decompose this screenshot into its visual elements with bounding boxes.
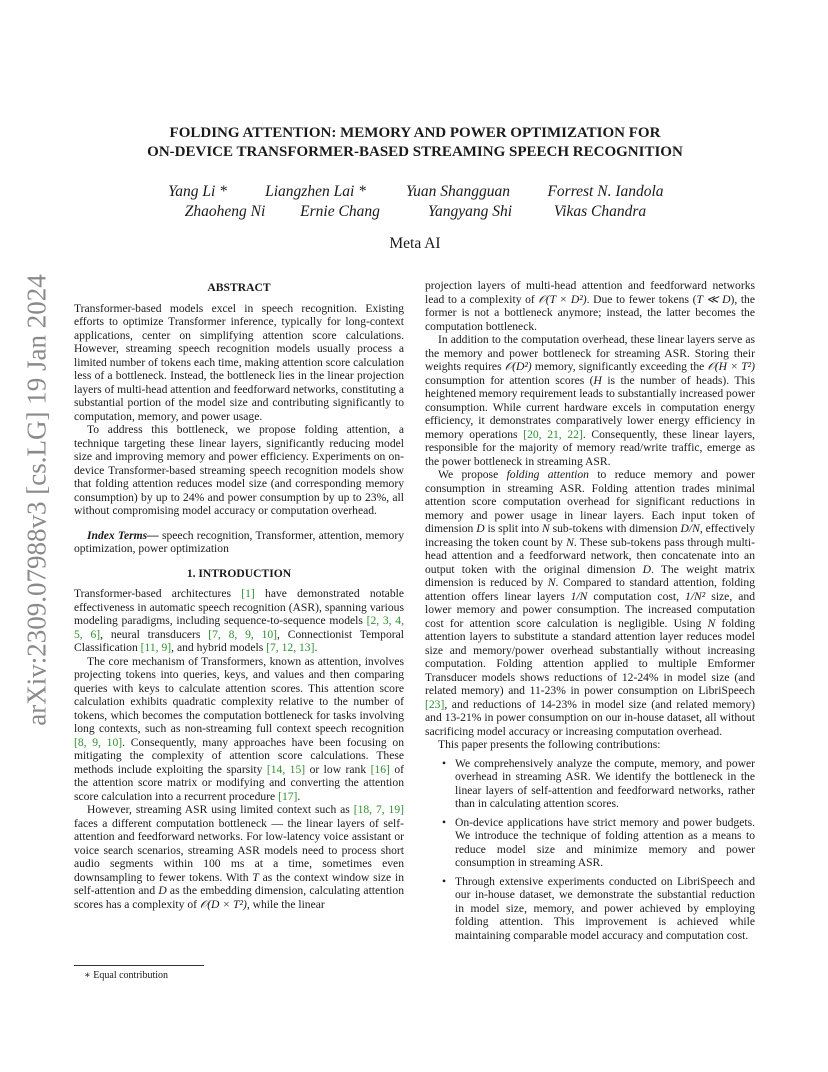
citation-link[interactable]: [1]: [241, 587, 255, 600]
intro-paragraph-2: [74, 655, 404, 804]
text-run: , effectively increasing the token count by: [425, 522, 755, 549]
math-expression: 𝒪(D × T²): [199, 897, 247, 911]
index-terms-label: Index Terms—: [87, 528, 159, 542]
citation-link[interactable]: [20, 21, 22]: [523, 427, 583, 441]
text-run: ), the former is not a bottleneck anymore; instead, the latter becomes the computation bottleneck.: [425, 292, 755, 333]
text-run: We propose: [438, 468, 507, 481]
arxiv-stamp: [17, 274, 57, 726]
math-fraction: 1/N: [570, 589, 588, 603]
author-name: Vikas Chandra: [553, 203, 647, 220]
text-run: folding attention layers to substitute a standard attention layer reduces model size and memory/power overhead substantially without increasing computation. Folding attention applied to multiple Emformer Transducer models shows reductions of 12-24% in model size (and related memory) and 11-23% in power consumption on LibriSpeech: [425, 616, 755, 697]
spacer: [74, 556, 404, 567]
text-run: . Due to fewer tokens (: [586, 292, 697, 306]
math-expression: 𝒪(D²): [504, 360, 532, 373]
title-line-2: ON-DEVICE TRANSFORMER-BASED STREAMING SPEECH RECOGNITION: [147, 144, 683, 160]
abstract-heading: ABSTRACT: [207, 281, 271, 294]
list-item: [425, 816, 755, 870]
text-run: as the context window size in self-attention and: [74, 870, 404, 897]
emphasis: folding attention: [506, 468, 589, 481]
text-run: have demonstrated notable effectiveness in automatic speech recognition (ASR), spanning various modeling paradigms, including sequence-to-sequence models: [74, 587, 404, 627]
text-run: , and reductions of 14-23% in model size (and related memory) and 13-21% in power consumption on our in-house dataset, all without sacrificing model accuracy or increasing computation overhead.: [425, 697, 755, 738]
spacer: [74, 518, 404, 529]
citation-link[interactable]: [18, 7, 19]: [353, 803, 404, 816]
footnote-divider: [74, 965, 204, 966]
math-symbol: N: [707, 616, 716, 630]
list-item: [425, 757, 755, 811]
text-run: . These sub-tokens pass through multi-head attention and a feedforward network, then concatenate into an output token with the original dimension: [425, 535, 755, 576]
author-row-2: [80, 202, 750, 222]
math-expression: 𝒪(H × T²): [707, 360, 755, 373]
citation-link[interactable]: [7, 12, 13]: [266, 641, 315, 654]
math-fraction: D/N: [680, 522, 700, 535]
math-symbol: N: [541, 522, 550, 535]
text-run: . Compared to standard attention, folding attention offers linear layers: [425, 576, 755, 603]
bullet-icon: •: [442, 874, 447, 888]
right-column: [425, 279, 755, 947]
footnote: ∗ Equal contribution: [84, 970, 169, 981]
citation-link[interactable]: [8, 9, 10]: [74, 735, 123, 749]
text-run: .: [297, 789, 301, 803]
text-run: . Consequently, many approaches have been focusing on mitigating the complexity of attention score calculations. These methods include exploiting the sparsity: [74, 735, 404, 776]
citation-link[interactable]: [16]: [370, 762, 390, 776]
author-name: Yang Li *: [168, 183, 227, 200]
index-terms-text: speech recognition, Transformer, attention, memory optimization, power optimization: [74, 528, 404, 555]
arxiv-stamp-text: arXiv:2309.07988v3 [cs.LG] 19 Jan 2024: [21, 274, 52, 726]
text-run: sub-tokens with dimension: [549, 522, 681, 535]
text-run: , and hybrid models: [171, 641, 267, 654]
right-paragraph-2: [425, 468, 755, 738]
text-run: to reduce memory and power consumption in streaming ASR. Folding attention trades minimal attention score computation overhead for significant reductions in memory and power usage in linear layers. Each input token of dimension: [425, 468, 755, 535]
citation-link[interactable]: [7, 8, 9, 10]: [208, 627, 278, 641]
introduction-heading: 1. INTRODUCTION: [186, 566, 292, 580]
text-run: In addition to the computation overhead, these linear layers serve as the memory and power bottleneck for streaming ASR. Storing their weights requires: [425, 333, 755, 373]
text-run: computation cost,: [587, 589, 686, 603]
author-name: Yuan Shangguan: [405, 183, 511, 200]
author-name: Liangzhen Lai *: [265, 183, 366, 200]
text-run: faces a different computation bottleneck — the linear layers of self-attention and feedforward networks. For low-latency voice assistant or voice search scenarios, streaming ASR models need to process short audio segments within 100 ms at a time, sometimes even downsampling to fewer tokens. With: [74, 816, 404, 884]
citation-link[interactable]: [23]: [425, 697, 445, 711]
text-run: .: [314, 641, 318, 654]
affiliation: Meta AI: [389, 235, 441, 252]
text-run: However, streaming ASR using limited context such as: [87, 803, 354, 816]
text-run: as the embedding dimension, calculating attention scores has a complexity of: [74, 884, 404, 911]
text-run: is split into: [484, 522, 542, 535]
text-run: is the number of heads). This heightened memory requirement leads to substantially increased power consumption. While current hardware excels in computation energy efficiency, it demonstrates comparatively lower energy efficiency in memory operations: [425, 373, 755, 441]
list-item-text: We comprehensively analyze the compute, memory, and power overhead in streaming ASR. We identify the bottleneck in the linear layers of self-attention and feedforward networks, rather than in calculating attention scores.: [455, 756, 755, 810]
text-run: , neural transducers: [100, 627, 209, 641]
math-expression: 𝒪(T × D²): [538, 292, 587, 306]
index-terms: [74, 529, 404, 556]
author-name: Ernie Chang: [300, 203, 380, 220]
text-run: or low rank: [305, 762, 371, 776]
text-run: The core mechanism of Transformers, known as attention, involves projecting tokens into queries, keys, and values and then comparing queries with keys to calculate attention scores. This attention score calculation exhibits quadratic complexity relative to the number of tokens, which becomes the computation bottleneck for tasks involving long contexts, such as non-streaming full context speech recognition: [74, 654, 404, 735]
author-list: [80, 182, 750, 222]
text-run: . Consequently, these linear layers, responsible for the majority of memory read/write traffic, emerge as the power bottleneck in streaming ASR.: [425, 427, 755, 468]
math-fraction: 1/N²: [685, 589, 706, 603]
right-paragraph-0: [425, 279, 755, 333]
math-symbol: N: [547, 576, 556, 589]
paper-title: [80, 124, 750, 162]
right-paragraph-3: This paper presents the following contributions:: [438, 738, 661, 751]
text-run: size, and lower memory and power consumption. The increased computation cost for attention score calculation is negligible. Using: [425, 589, 755, 630]
author-name: Yangyang Shi: [427, 203, 513, 220]
author-name: Zhaoheng Ni: [184, 203, 266, 220]
citation-link[interactable]: [11, 9]: [140, 641, 172, 654]
math-expression: T ≪ D: [696, 292, 731, 306]
author-name: Forrest N. Iandola: [547, 183, 664, 200]
intro-paragraph-1: [74, 587, 404, 655]
list-item: [425, 875, 755, 943]
abstract-paragraph-2: To address this bottleneck, we propose folding attention, a technique targeting these linear layers, significantly reducing model size and improving memory and power efficiency. Experiments on on-device Transformer-based streaming speech recognition models show that folding attention reduces model size (and corresponding memory consumption) by up to 24% and power consumption by up to 23%, all without compromising model accuracy or computation overhead.: [74, 423, 404, 517]
math-symbol: D: [158, 884, 167, 897]
citation-link[interactable]: [2, 3, 4, 5, 6]: [74, 614, 404, 641]
math-symbol: N: [566, 535, 574, 549]
right-paragraph-1: [425, 333, 755, 468]
text-run: . The weight matrix dimension is reduced by: [425, 562, 756, 589]
text-run: projection layers of multi-head attention and feedforward networks lead to a complexity of: [425, 279, 755, 306]
text-run: , while the linear: [246, 897, 325, 911]
text-run: of the attention score matrix or modifying and converting the attention score calculation into a recurrent procedure: [74, 762, 404, 803]
bullet-icon: •: [442, 815, 447, 829]
text-run: Transformer-based architectures: [74, 587, 242, 600]
left-column: [74, 281, 404, 911]
contributions-list: [425, 757, 755, 943]
title-line-1: FOLDING ATTENTION: MEMORY AND POWER OPTIMIZATION FOR: [169, 125, 661, 141]
bullet-icon: •: [442, 756, 447, 770]
math-symbol: H: [593, 373, 602, 387]
text-run: memory, significantly exceeding the: [531, 360, 708, 373]
list-item-text: On-device applications have strict memory and power budgets. We introduce the technique of folding attention as a means to reduce model size and minimize memory and power consumption in streaming ASR.: [455, 815, 755, 869]
math-symbol: T: [252, 870, 259, 884]
abstract-paragraph-1: Transformer-based models excel in speech recognition. Existing efforts to optimize Transformer inference, typically for long-context applications, center on simplifying attention score calculations. However, streaming speech recognition models usually process a limited number of tokens each time, making attention score calculation less of a bottleneck. Instead, the bottleneck lies in the linear projection layers of multi-head attention and feedforward networks, constituting a substantial portion of the model size and contributing significantly to computation, memory, and power usage.: [74, 301, 404, 423]
intro-paragraph-3: [74, 803, 404, 911]
math-symbol: D: [476, 522, 485, 535]
text-run: consumption for attention scores (: [425, 373, 594, 387]
text-run: , Connectionist Temporal Classification: [74, 627, 404, 654]
math-symbol: D: [642, 562, 651, 576]
list-item-text: Through extensive experiments conducted on LibriSpeech and our in-house dataset, we demonstrate the substantial reduction in model size, memory, and power achieved by employing folding attention. This improvement is achieved while maintaining comparable model accuracy and computation cost.: [455, 874, 755, 942]
citation-link[interactable]: [14, 15]: [266, 762, 306, 776]
author-row-1: [80, 182, 750, 202]
citation-link[interactable]: [17]: [278, 789, 298, 803]
